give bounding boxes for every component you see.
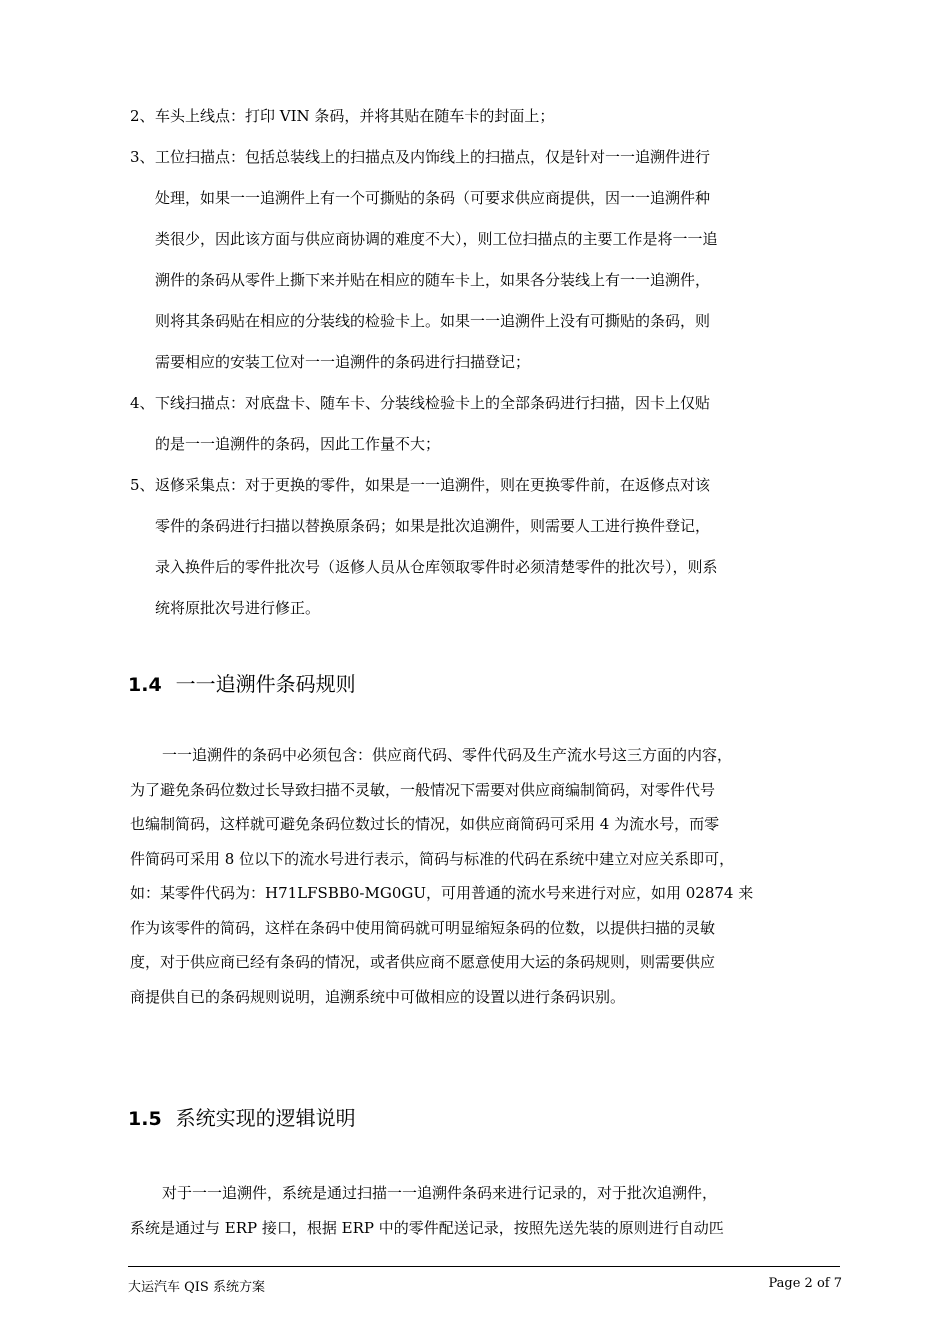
numbered-list: [130, 96, 830, 629]
list-item: [130, 137, 830, 383]
list-item: [130, 465, 830, 629]
list-item-text: 车头上线点：打印 VIN 条码，并将其贴在随车卡的封面上；: [155, 107, 555, 125]
section-1-4-paragraph: 一一追溯件的条码中必须包含：供应商代码、零件代码及生产流水号这三方面的内容， 为了避免条码位数过长导致扫描不灵敏，一般情况下需要对供应商编制简码，对零件代号 也编制简码，这样就可避免条码位数过长的情况，如供应商简码可采用 4 为流水号，而零 件简码可采用 8 位以下的流水号进行表示，简码与标准的代码在系统中建立对应关系即可， 如：某零件代码为：H71LFSBB0-MG0GU，可用普通的流水号来进行对应，如用 02874 来 作为该零件的简码，这样在条码中使用简码就可明显缩短条码的位数，以提供扫描的灵敏 度，对于供应商已经有条码的情况，或者供应商不愿意使用大运的条码规则，则需要供应 商提供自已的条码规则说明，追溯系统中可做相应的设置以进行条码识别。: [130, 746, 754, 1006]
list-item-number: 3、: [130, 148, 155, 166]
footer-divider: [128, 1266, 840, 1267]
list-item-number: 4、: [130, 394, 155, 412]
list-item-text: 工位扫描点：包括总装线上的扫描点及内饰线上的扫描点，仅是针对一一追溯件进行 处理，如果一一追溯件上有一个可撕贴的条码（可要求供应商提供，因一一追溯件种 类很少，因此该方面与供应商协调的难度不大），则工位扫描点的主要工作是将一一追 溯件的条码从零件上撕下来并贴在相应的随车卡上，如果各分装线上有一一追溯件， 则将其条码贴在相应的分装线的检验卡上。如果一一追溯件上没有可撕贴的条码，则 需要相应的安装工位对一一追溯件的条码进行扫描登记；: [155, 148, 718, 371]
section-heading-1-4: [128, 668, 356, 697]
section-number: 1.4: [128, 674, 162, 696]
section-heading-1-5: [128, 1102, 356, 1131]
list-item: [130, 383, 830, 465]
list-item: [130, 96, 830, 137]
footer-page-number: Page 2 of 7: [768, 1276, 842, 1291]
section-1-5-paragraph: 对于一一追溯件，系统是通过扫描一一追溯件条码来进行记录的，对于批次追溯件， 系统是通过与 ERP 接口，根据 ERP 中的零件配送记录，按照先送先装的原则进行自动匹: [130, 1184, 724, 1237]
list-item-number: 5、: [130, 476, 155, 494]
list-item-text: 返修采集点：对于更换的零件，如果是一一追溯件，则在更换零件前，在返修点对该 零件的条码进行扫描以替换原条码；如果是批次追溯件，则需要人工进行换件登记， 录入换件后的零件批次号（返修人员从仓库领取零件时必须清楚零件的批次号），则系 统将原批次号进行修正。: [155, 476, 718, 617]
list-item-number: 2、: [130, 107, 155, 125]
list-item-text: 下线扫描点：对底盘卡、随车卡、分装线检验卡上的全部条码进行扫描，因卡上仅贴 的是一一追溯件的条码，因此工作量不大；: [155, 394, 711, 453]
section-title: 系统实现的逻辑说明: [175, 1106, 356, 1130]
footer-document-title: 大运汽车 QIS 系统方案: [128, 1280, 265, 1295]
section-number: 1.5: [128, 1108, 162, 1130]
section-title: 一一追溯件条码规则: [175, 672, 356, 696]
